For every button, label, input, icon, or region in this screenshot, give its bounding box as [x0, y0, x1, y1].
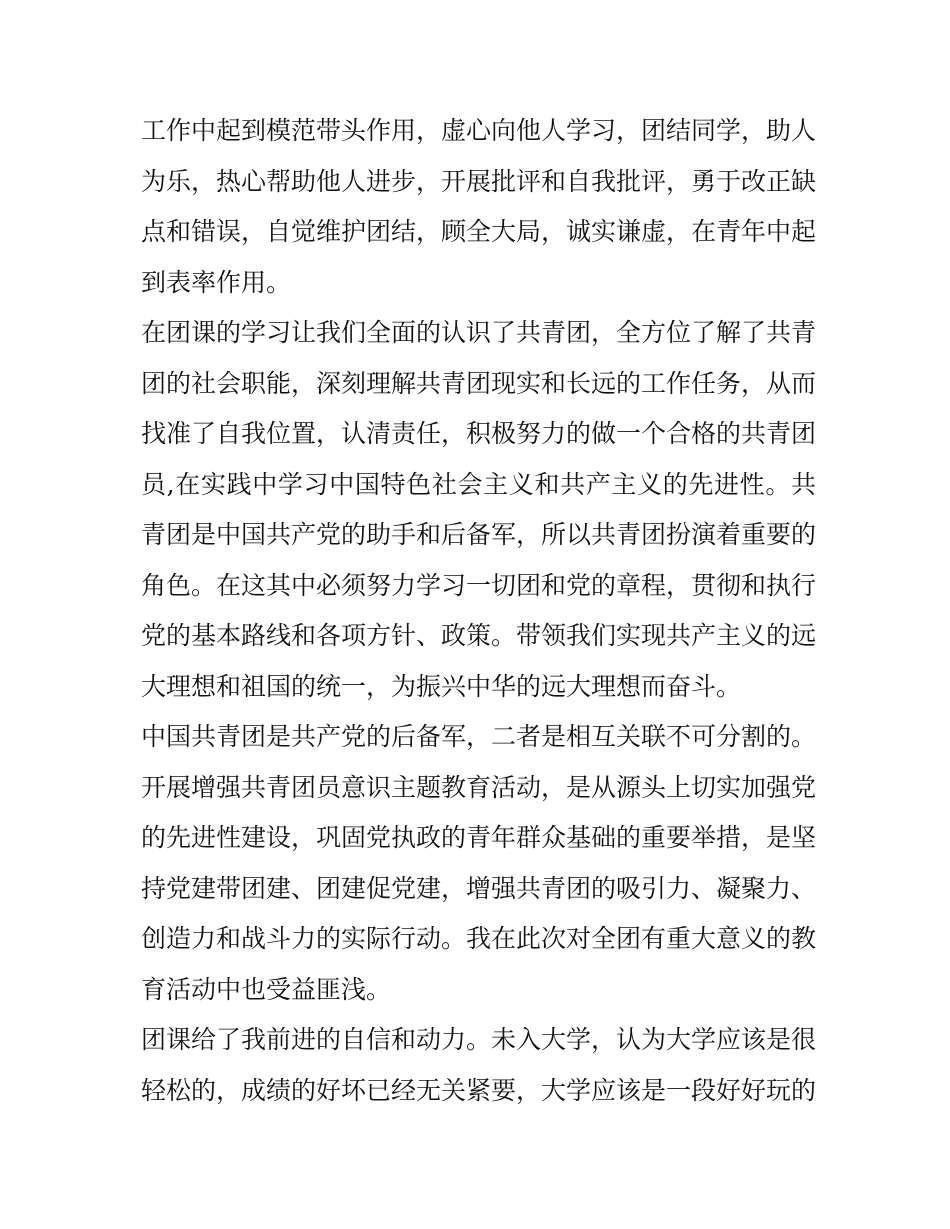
text-line: 党的基本路线和各项方针、政策。带领我们实现共产主义的远 [141, 621, 816, 650]
text-line: 到表率作用。 [141, 267, 292, 297]
text-line: 轻松的，成绩的好坏已经无关紧要，大学应该是一段好好玩的 [141, 1075, 816, 1105]
text-line: 点和错误，自觉维护团结，顾全大局，诚实谦虚，在青年中起 [141, 217, 816, 246]
text-line: 的先进性建设，巩固党执政的青年群众基础的重要举措，是坚 [141, 823, 816, 852]
text-line: 中国共青团是共产党的后备军，二者是相互关联不可分割的。 [141, 722, 816, 751]
text-line: 在团课的学习让我们全面的认识了共青团，全方位了解了共青 [141, 318, 816, 347]
body-text [141, 106, 816, 1116]
text-line: 开展增强共青团员意识主题教育活动，是从源头上切实加强党 [141, 772, 816, 802]
text-line: 大理想和祖国的统一，为振兴中华的远大理想而奋斗。 [141, 671, 742, 701]
text-line: 青团是中国共产党的助手和后备军，所以共青团扮演着重要的 [141, 520, 816, 549]
text-line: 团的社会职能，深刻理解共青团现实和长远的工作任务，从而 [141, 368, 816, 398]
text-line: 角色。在这其中必须努力学习一切团和党的章程，贯彻和执行 [141, 570, 816, 600]
text-line: 为乐，热心帮助他人进步，开展批评和自我批评，勇于改正缺 [141, 166, 816, 196]
text-line: 育活动中也受益匪浅。 [141, 974, 392, 1004]
text-line: 创造力和战斗力的实际行动。我在此次对全团有重大意义的教 [141, 924, 816, 953]
text-line: 团课给了我前进的自信和动力。未入大学，认为大学应该是很 [141, 1025, 816, 1054]
text-line: 工作中起到模范带头作用，虚心向他人学习，团结同学，助人 [141, 116, 816, 145]
text-line: 员,在实践中学习中国特色社会主义和共产主义的先进性。共 [141, 469, 816, 499]
text-line: 找准了自我位置，认清责任，积极努力的做一个合格的共青团 [141, 419, 816, 448]
text-line: 持党建带团建、团建促党建，增强共青团的吸引力、凝聚力、 [141, 873, 816, 903]
